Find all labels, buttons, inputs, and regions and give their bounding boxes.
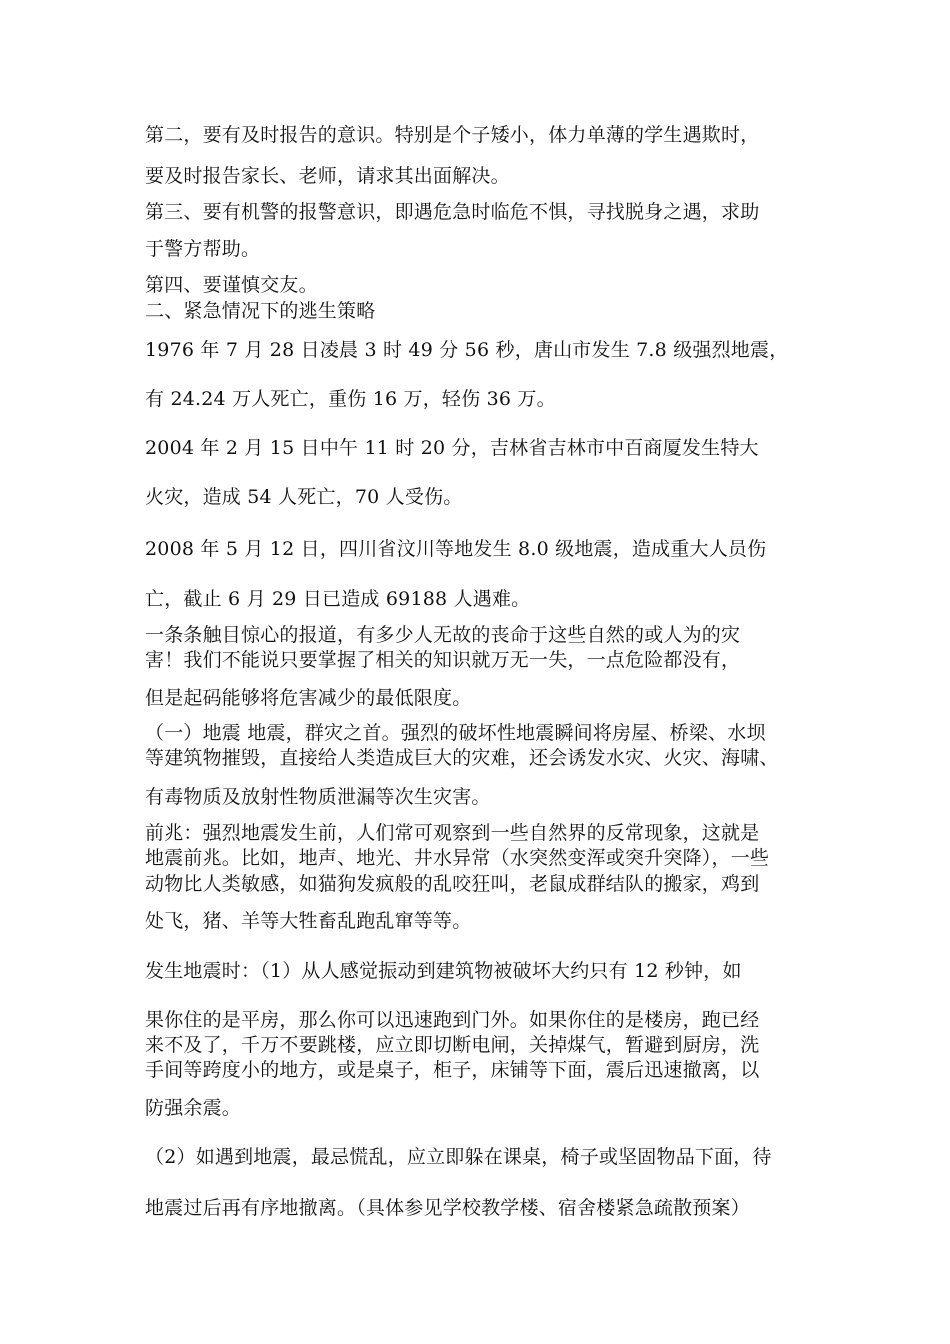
text-line: 要及时报告家长、老师，请求其出面解决。 xyxy=(145,165,510,187)
text-line: 于警方帮助。 xyxy=(145,238,261,260)
text-line: 有毒物质及放射性物质泄漏等次生灾害。 xyxy=(145,786,491,808)
text-line: 1976 年 7 月 28 日凌晨 3 时 49 分 56 秒，唐山市发生 7.8 级强烈地震， xyxy=(145,339,789,361)
text-line: 发生地震时：（1）从人感觉振动到建筑物被破坏大约只有 12 秒钟，如 xyxy=(145,960,742,982)
text-line: 亡，截止 6 月 29 日已造成 69188 人遇难。 xyxy=(145,588,531,610)
text-line: （一）地震 地震，群灾之首。强烈的破坏性地震瞬间将房屋、桥梁、水坝 xyxy=(145,722,766,744)
text-line: 地震过后再有序地撤离。（具体参见学校教学楼、宿舍楼紧急疏散预案） xyxy=(145,1197,750,1219)
text-line: 火灾，造成 54 人死亡，70 人受伤。 xyxy=(145,486,463,508)
text-line: 处飞，猪、羊等大牲畜乱跑乱窜等等。 xyxy=(145,910,472,932)
text-line: 有 24.24 万人死亡，重伤 16 万，轻伤 36 万。 xyxy=(145,388,556,410)
text-line: 果你住的是平房，那么你可以迅速跑到门外。如果你住的是楼房，跑已经 xyxy=(145,1009,760,1031)
text-line: 防强余震。 xyxy=(145,1097,242,1119)
text-line: 手间等跨度小的地方，或是桌子，柜子，床铺等下面，震后迅速撤离，以 xyxy=(145,1059,760,1081)
text-line: 害！我们不能说只要掌握了相关的知识就万无一失，一点危险都没有， xyxy=(145,649,741,671)
text-line: （2）如遇到地震，最忌慌乱，应立即躲在课桌，椅子或坚固物品下面，待 xyxy=(145,1146,772,1168)
text-line: 地震前兆。比如，地声、地光、井水异常（水突然变浑或突升突降），一些 xyxy=(145,847,770,869)
text-line: 第二，要有及时报告的意识。特别是个子矮小，体力单薄的学生遇欺时， xyxy=(145,124,760,146)
text-line: 2004 年 2 月 15 日中午 11 时 20 分，吉林省吉林市中百商厦发生特大 xyxy=(145,437,759,459)
text-line: 但是起码能够将危害减少的最低限度。 xyxy=(145,687,472,709)
text-line: 前兆：强烈地震发生前，人们常可观察到一些自然界的反常现象，这就是 xyxy=(145,822,760,844)
text-line: 等建筑物摧毁，直接给人类造成巨大的灾难，还会诱发水灾、火灾、海啸、 xyxy=(145,747,779,769)
text-line: 来不及了，千万不要跳楼，应立即切断电闸，关掉煤气，暂避到厨房，洗 xyxy=(145,1034,760,1056)
text-line: 一条条触目惊心的报道，有多少人无故的丧命于这些自然的或人为的灾 xyxy=(145,624,741,646)
text-line: 第三、要有机警的报警意识，即遇危急时临危不惧，寻找脱身之遇，求助 xyxy=(145,201,760,223)
section-heading: 二、紧急情况下的逃生策略 xyxy=(145,300,376,322)
text-line: 第四、要谨慎交友。 xyxy=(145,274,318,296)
text-line: 动物比人类敏感，如猫狗发疯般的乱咬狂叫，老鼠成群结队的搬家，鸡到 xyxy=(145,873,760,895)
text-line: 2008 年 5 月 12 日，四川省汶川等地发生 8.0 级地震，造成重大人员伤 xyxy=(145,538,767,560)
